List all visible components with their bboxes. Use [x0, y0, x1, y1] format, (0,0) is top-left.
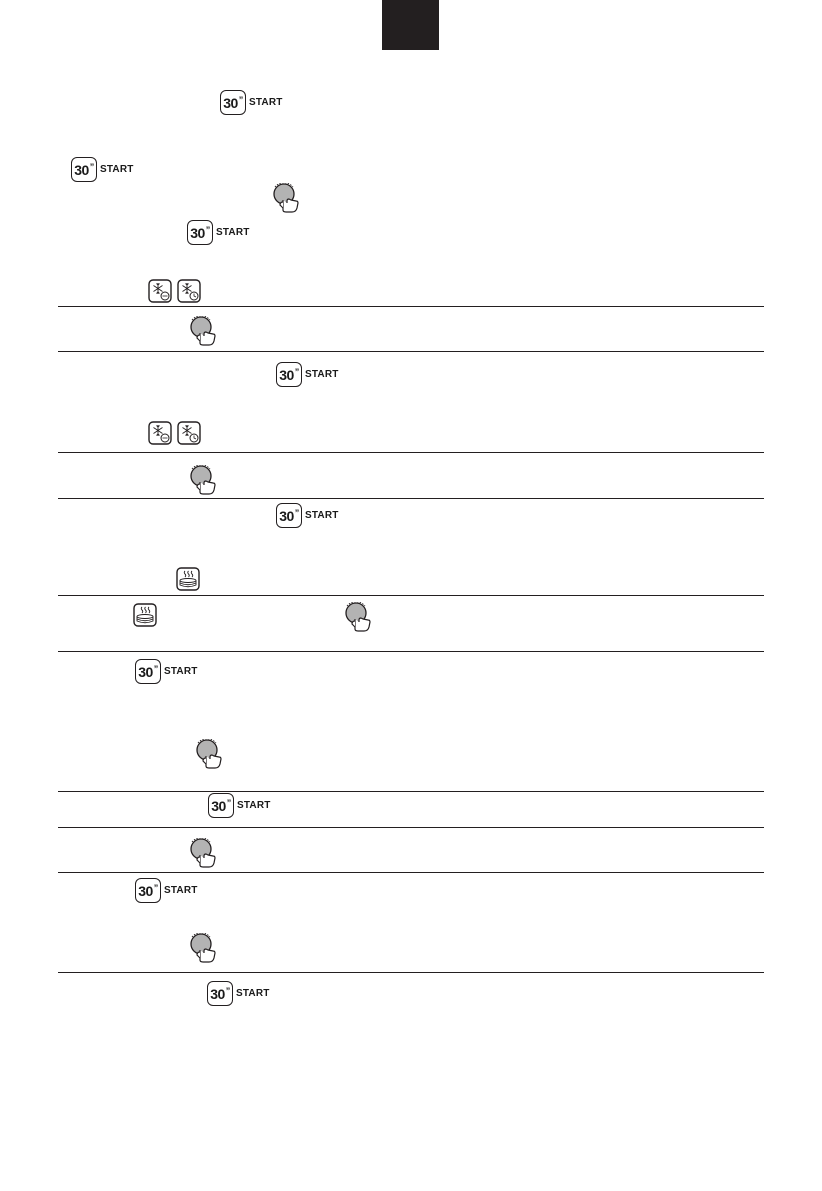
rotary-dial-hand-icon[interactable] [189, 316, 217, 346]
section-divider [58, 452, 764, 453]
defrost-by-time-icon[interactable] [177, 421, 201, 445]
rotary-dial-hand-icon[interactable] [189, 838, 217, 868]
start-30s-button[interactable]: 30 ” START [276, 503, 339, 528]
section-divider [58, 651, 764, 652]
start-30s-button[interactable]: 30 ” START [135, 878, 198, 903]
section-divider [58, 306, 764, 307]
section-divider [58, 827, 764, 828]
steam-plate-icon[interactable] [176, 567, 200, 591]
start-30s-button[interactable]: 30 ” START [187, 220, 250, 245]
section-divider [58, 972, 764, 973]
steam-plate-icon[interactable] [133, 603, 157, 627]
section-divider [58, 498, 764, 499]
thirty-second-start-icon: 30 ” [220, 90, 246, 115]
thirty-second-start-icon: 30 ” [276, 362, 302, 387]
thirty-second-start-icon: 30 ” [135, 659, 161, 684]
page-tab-marker [382, 0, 439, 50]
start-30s-button[interactable]: 30 ” START [207, 981, 270, 1006]
start-30s-button[interactable]: 30 ” START [276, 362, 339, 387]
section-divider [58, 595, 764, 596]
thirty-second-start-icon: 30 ” [276, 503, 302, 528]
section-divider [58, 791, 764, 792]
rotary-dial-hand-icon[interactable] [189, 465, 217, 495]
defrost-by-time-icon[interactable] [177, 279, 201, 303]
section-divider [58, 872, 764, 873]
defrost-by-weight-icon[interactable] [148, 421, 172, 445]
section-divider [58, 351, 764, 352]
thirty-second-start-icon: 30 ” [207, 981, 233, 1006]
thirty-second-start-icon: 30 ” [187, 220, 213, 245]
start-30s-button[interactable]: 30 ” START [208, 793, 271, 818]
rotary-dial-hand-icon[interactable] [344, 602, 372, 632]
thirty-second-start-icon: 30 ” [208, 793, 234, 818]
rotary-dial-hand-icon[interactable] [195, 739, 223, 769]
thirty-second-start-icon: 30 ” [71, 157, 97, 182]
defrost-by-weight-icon[interactable] [148, 279, 172, 303]
start-30s-button[interactable]: 30 ” START [71, 157, 134, 182]
start-30s-button[interactable]: 30 ” START [135, 659, 198, 684]
start-30s-button[interactable]: 30 ” START [220, 90, 283, 115]
rotary-dial-hand-icon[interactable] [272, 183, 300, 213]
rotary-dial-hand-icon[interactable] [189, 933, 217, 963]
thirty-second-start-icon: 30 ” [135, 878, 161, 903]
